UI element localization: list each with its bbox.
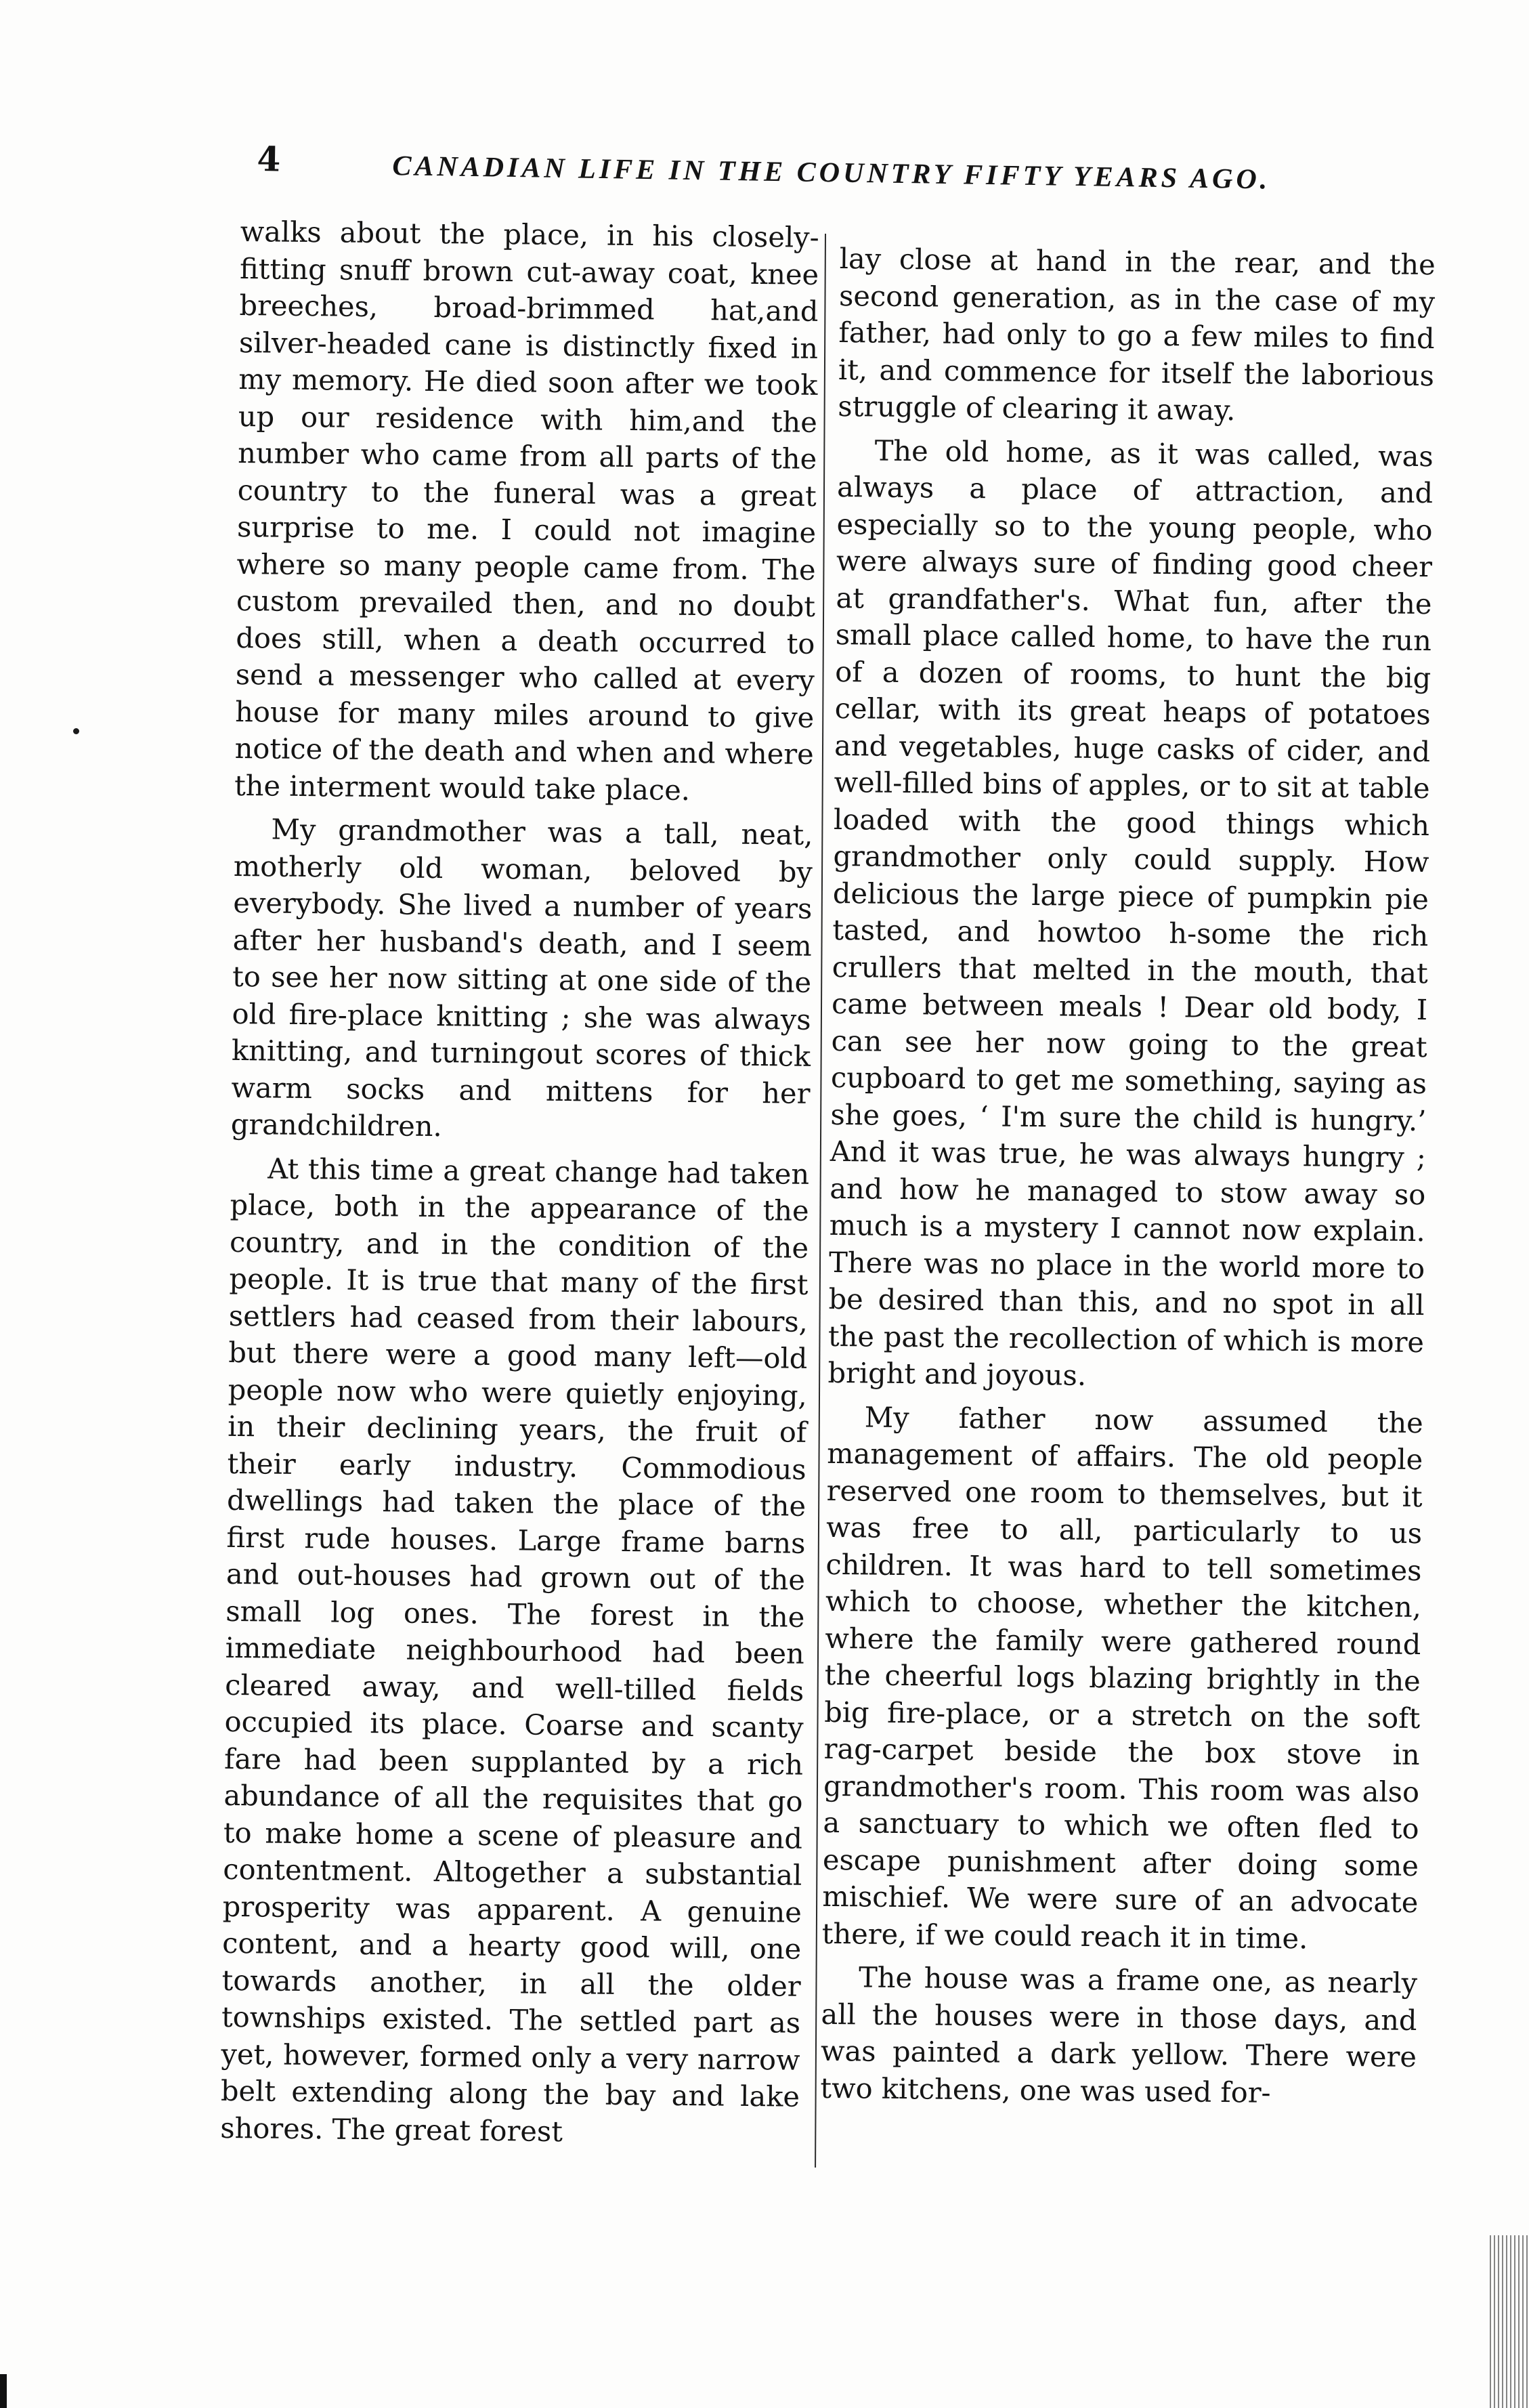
paragraph: My father now assumed the management of affairs. The old people reserved one room to themselves, but it was free to all, particularly to us children. It was hard to tell sometimes which to choose, whether the kitchen, where the family were gathered round the cheerful logs blazing brightly in the big fire-place, or a stretch on the soft rag-carpet beside the box stove in grandmother's room. This room was also a sanctuary to which we often fled to escape punishment after doing some mischief. We were sure of an advocate there, if we could reach it in time.: [821, 1399, 1424, 1955]
paragraph: My grandmother was a tall, neat, motherly old woman, beloved by everybody. She lived a number of years after her husband's death, and I seem to see her now sitting at one side of the old fire-place knitting ; she was always knitting, and turningout scores of thick warm socks and mittens for her grandchildren.: [230, 812, 813, 1143]
scan-edge-mark: [0, 2374, 7, 2408]
right-text-column: [820, 240, 1436, 2119]
paragraph: The house was a frame one, as nearly all the houses were in those days, and was painted a dark yellow. There were two kitchens, one was used for-: [820, 1960, 1418, 2109]
paragraph: lay close at hand in the rear, and the second generation, as in the case of my father, had only to go a few miles to find it, and commence for itself the laborious struggle of clearing it away.: [838, 241, 1436, 427]
paragraph: At this time a great change had taken place, both in the appearance of the country, and in the condition of the people. It is true that many of the first settlers had ceased from their labours, but there were a good many left—old people now who were quietly enjoying, in their declining years, the fruit of their early industry. Commodious dwellings had taken the place of the first rude houses. Large frame barns and out-houses had grown out of the small log ones. The forest in the immediate neighbourhood had been cleared away, and well-tilled fields occupied its place. Coarse and scanty fare had been supplanted by a rich abundance of all the requisites that go to make home a scene of pleasure and contentment. Altogether a substantial prosperity was apparent. A genuine content, and a hearty good will, one towards another, in all the older townships existed. The settled part as yet, however, formed only a very narrow belt extending along the bay and lake shores. The great forest: [220, 1152, 810, 2148]
running-title: CANADIAN LIFE IN THE COUNTRY FIFTY YEARS AGO.: [392, 150, 1271, 196]
page-number: 4: [257, 139, 281, 179]
left-text-column: [220, 213, 819, 2159]
scan-edge-shadow: [1490, 2235, 1529, 2408]
page-header: [257, 139, 1293, 209]
paragraph: walks about the place, in his closely-fitting snuff brown cut-away coat, knee breeches, broad-brimmed hat,and silver-headed cane is distinctly fixed in my memory. He died soon after we took up our residence with him,and the number who came from all parts of the country to the funeral was a great surprise to me. I could not imagine where so many people came from. The custom prevailed then, and no doubt does still, when a death occurred to send a messenger who called at every house for many miles around to give notice of the death and when and where the interment would take place.: [234, 214, 819, 807]
margin-ink-dot: [73, 728, 79, 734]
paragraph: The old home, as it was called, was always a place of attraction, and especially so to the young people, who were always sure of finding good cheer at grandfather's. What fun, after the small place called home, to have the run of a dozen of rooms, to hunt the big cellar, with its great heaps of potatoes and vegetables, huge casks of cider, and well-filled bins of apples, or to sit at table loaded with the good things which grandmother only could supply. How delicious the large piece of pumpkin pie tasted, and howtoo h-some the rich crullers that melted in the mouth, that came between meals ! Dear old body, I can see her now going to the great cupboard to get me something, saying as she goes, ‘ I'm sure the child is hungry.’ And it was true, he was always hungry ; and how he managed to stow away so much is a mystery I cannot now explain. There was no place in the world more to be desired than this, and no spot in all the past the recollection of which is more bright and joyous.: [827, 434, 1434, 1392]
